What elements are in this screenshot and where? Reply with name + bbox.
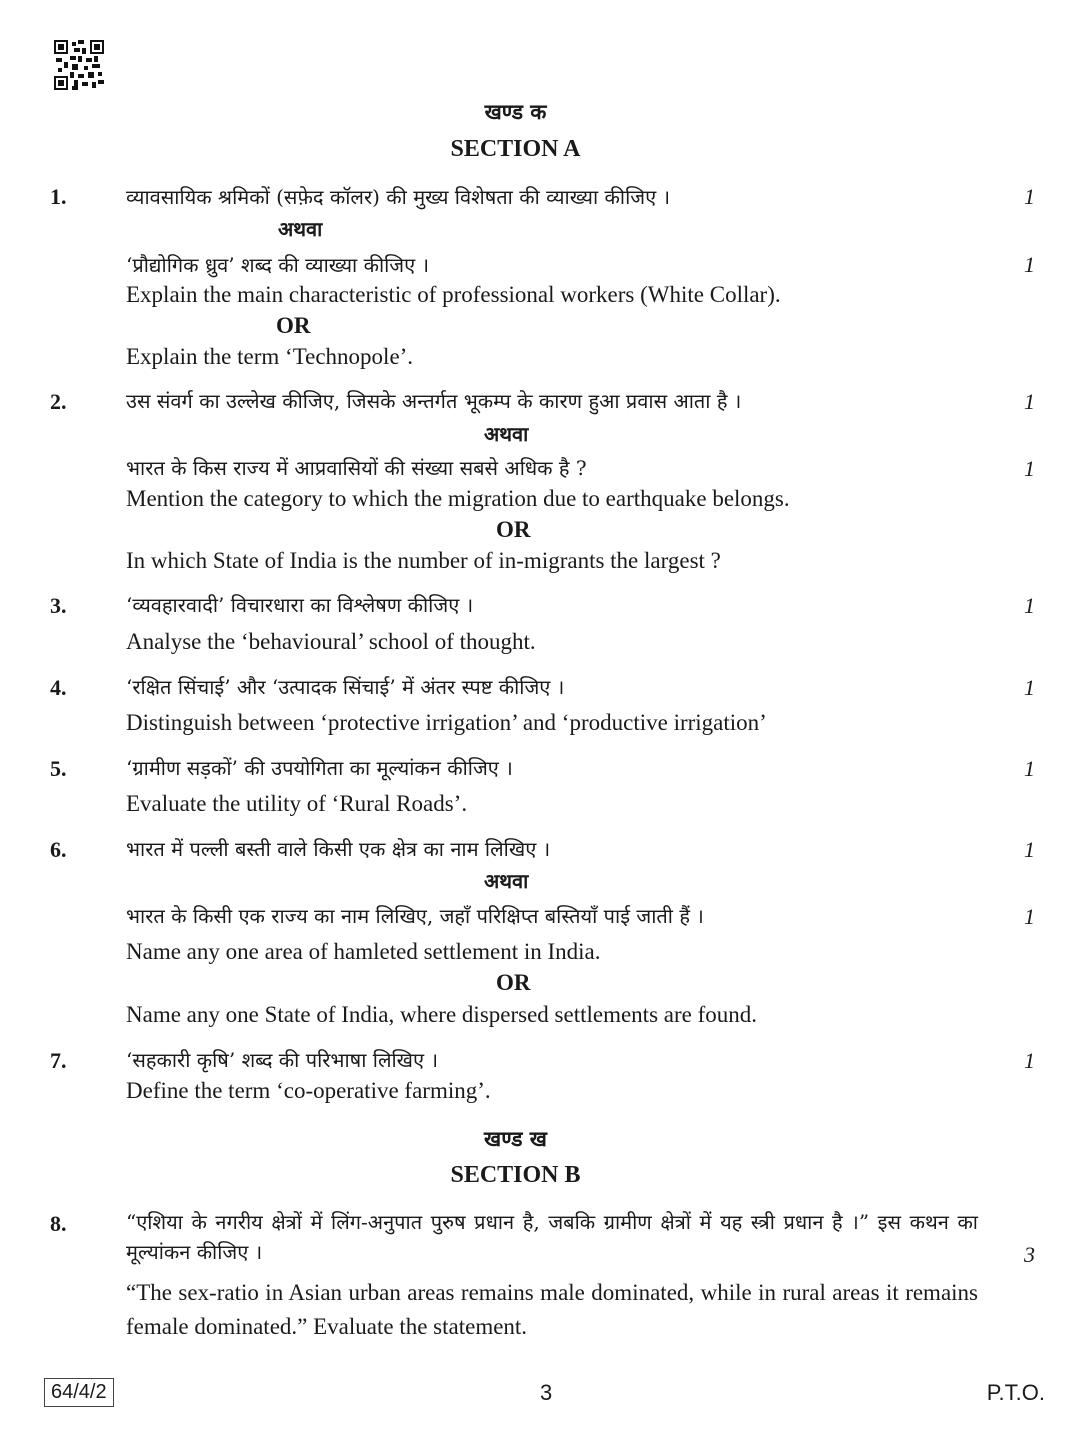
q8-hindi: “एशिया के नगरीय क्षेत्रों में लिंग-अनुपात पुरुष प्रधान है, जबकि ग्रामीण क्षेत्रों में यह स्त्री प्रधान है ।” इस कथन का मूल्यांकन कीजिए । (126, 1210, 978, 1264)
pto-label: P.T.O. (986, 1380, 1045, 1405)
q3-marks: 1 (1024, 593, 1035, 618)
q2-hindi-alt: भारत के किस राज्य में आप्रवासियों की संख्या सबसे अधिक है ? (126, 456, 587, 480)
q2-number: 2. (50, 389, 67, 414)
q6-english: Name any one area of hamleted settlement in India. (126, 939, 601, 964)
page-number: 3 (540, 1380, 553, 1405)
q6-hindi: भारत में पल्ली बस्ती वाले किसी एक क्षेत्र का नाम लिखिए । (126, 837, 551, 861)
q1-english: Explain the main characteristic of professional workers (White Collar). (126, 282, 781, 307)
q7-number: 7. (50, 1048, 67, 1073)
q1-hindi: व्यावसायिक श्रमिकों (सफ़ेद कॉलर) की मुख्य विशेषता की व्याख्या कीजिए । (126, 185, 671, 209)
q2-english: Mention the category to which the migration due to earthquake belongs. (126, 486, 790, 511)
q2-or-english: OR (496, 517, 531, 542)
q7-english: Define the term ‘co-operative farming’. (126, 1078, 491, 1103)
q2-or-hindi: अथवा (484, 422, 529, 446)
q6-marks: 1 (1024, 837, 1035, 862)
q6-or-hindi: अथवा (484, 869, 529, 893)
section-b-title: SECTION B (450, 1162, 581, 1188)
section-a-title: SECTION A (450, 136, 581, 162)
q8-english: “The sex-ratio in Asian urban areas remains male dominated, while in rural areas it remains female dominated.” Evaluate the statement. (126, 1280, 978, 1339)
q8-number: 8. (50, 1211, 67, 1236)
q4-hindi: ‘रक्षित सिंचाई’ और ‘उत्पादक सिंचाई’ में अंतर स्पष्ट कीजिए । (126, 675, 565, 699)
q2-english-alt: In which State of India is the number of in-migrants the largest ? (126, 548, 721, 573)
section-b-hindi: खण्ड ख (484, 1126, 547, 1151)
q6-marks-alt: 1 (1024, 904, 1035, 929)
q2-hindi: उस संवर्ग का उल्लेख कीजिए, जिसके अन्तर्गत भूकम्प के कारण हुआ प्रवास आता है । (126, 389, 742, 413)
q5-number: 5. (50, 756, 67, 781)
qr-code-icon (54, 40, 104, 90)
q2-marks-alt: 1 (1024, 456, 1035, 481)
q1-hindi-alt: ‘प्रौद्योगिक ध्रुव’ शब्द की व्याख्या कीजिए । (126, 253, 430, 277)
q1-or-english: OR (276, 313, 311, 338)
q1-marks-alt: 1 (1024, 252, 1035, 277)
q1-marks: 1 (1024, 184, 1035, 209)
q4-english: Distinguish between ‘protective irrigation’ and ‘productive irrigation’ (126, 710, 767, 735)
section-a-hindi: खण्ड क (484, 99, 547, 124)
q2-marks: 1 (1024, 389, 1035, 414)
q1-english-alt: Explain the term ‘Technopole’. (126, 344, 414, 369)
paper-code: 64/4/2 (44, 1378, 114, 1407)
q3-english: Analyse the ‘behavioural’ school of thought. (126, 629, 536, 654)
q1-number: 1. (50, 184, 67, 209)
q4-marks: 1 (1024, 675, 1035, 700)
q7-hindi: ‘सहकारी कृषि’ शब्द की परिभाषा लिखिए । (126, 1048, 439, 1072)
q7-marks: 1 (1024, 1048, 1035, 1073)
q1-or-hindi: अथवा (278, 217, 323, 241)
q6-number: 6. (50, 837, 67, 862)
q6-hindi-alt: भारत के किसी एक राज्य का नाम लिखिए, जहाँ परिक्षिप्त बस्तियाँ पाई जाती हैं । (126, 904, 704, 928)
q6-english-alt: Name any one State of India, where dispersed settlements are found. (126, 1002, 758, 1027)
q5-english: Evaluate the utility of ‘Rural Roads’. (126, 791, 468, 816)
q3-number: 3. (50, 593, 67, 618)
q8-marks: 3 (1024, 1242, 1035, 1267)
q5-hindi: ‘ग्रामीण सड़कों’ की उपयोगिता का मूल्यांकन कीजिए । (126, 756, 513, 780)
q4-number: 4. (50, 675, 67, 700)
q3-hindi: ‘व्यवहारवादी’ विचारधारा का विश्लेषण कीजिए । (126, 593, 474, 617)
q5-marks: 1 (1024, 756, 1035, 781)
q6-or-english: OR (496, 970, 531, 995)
